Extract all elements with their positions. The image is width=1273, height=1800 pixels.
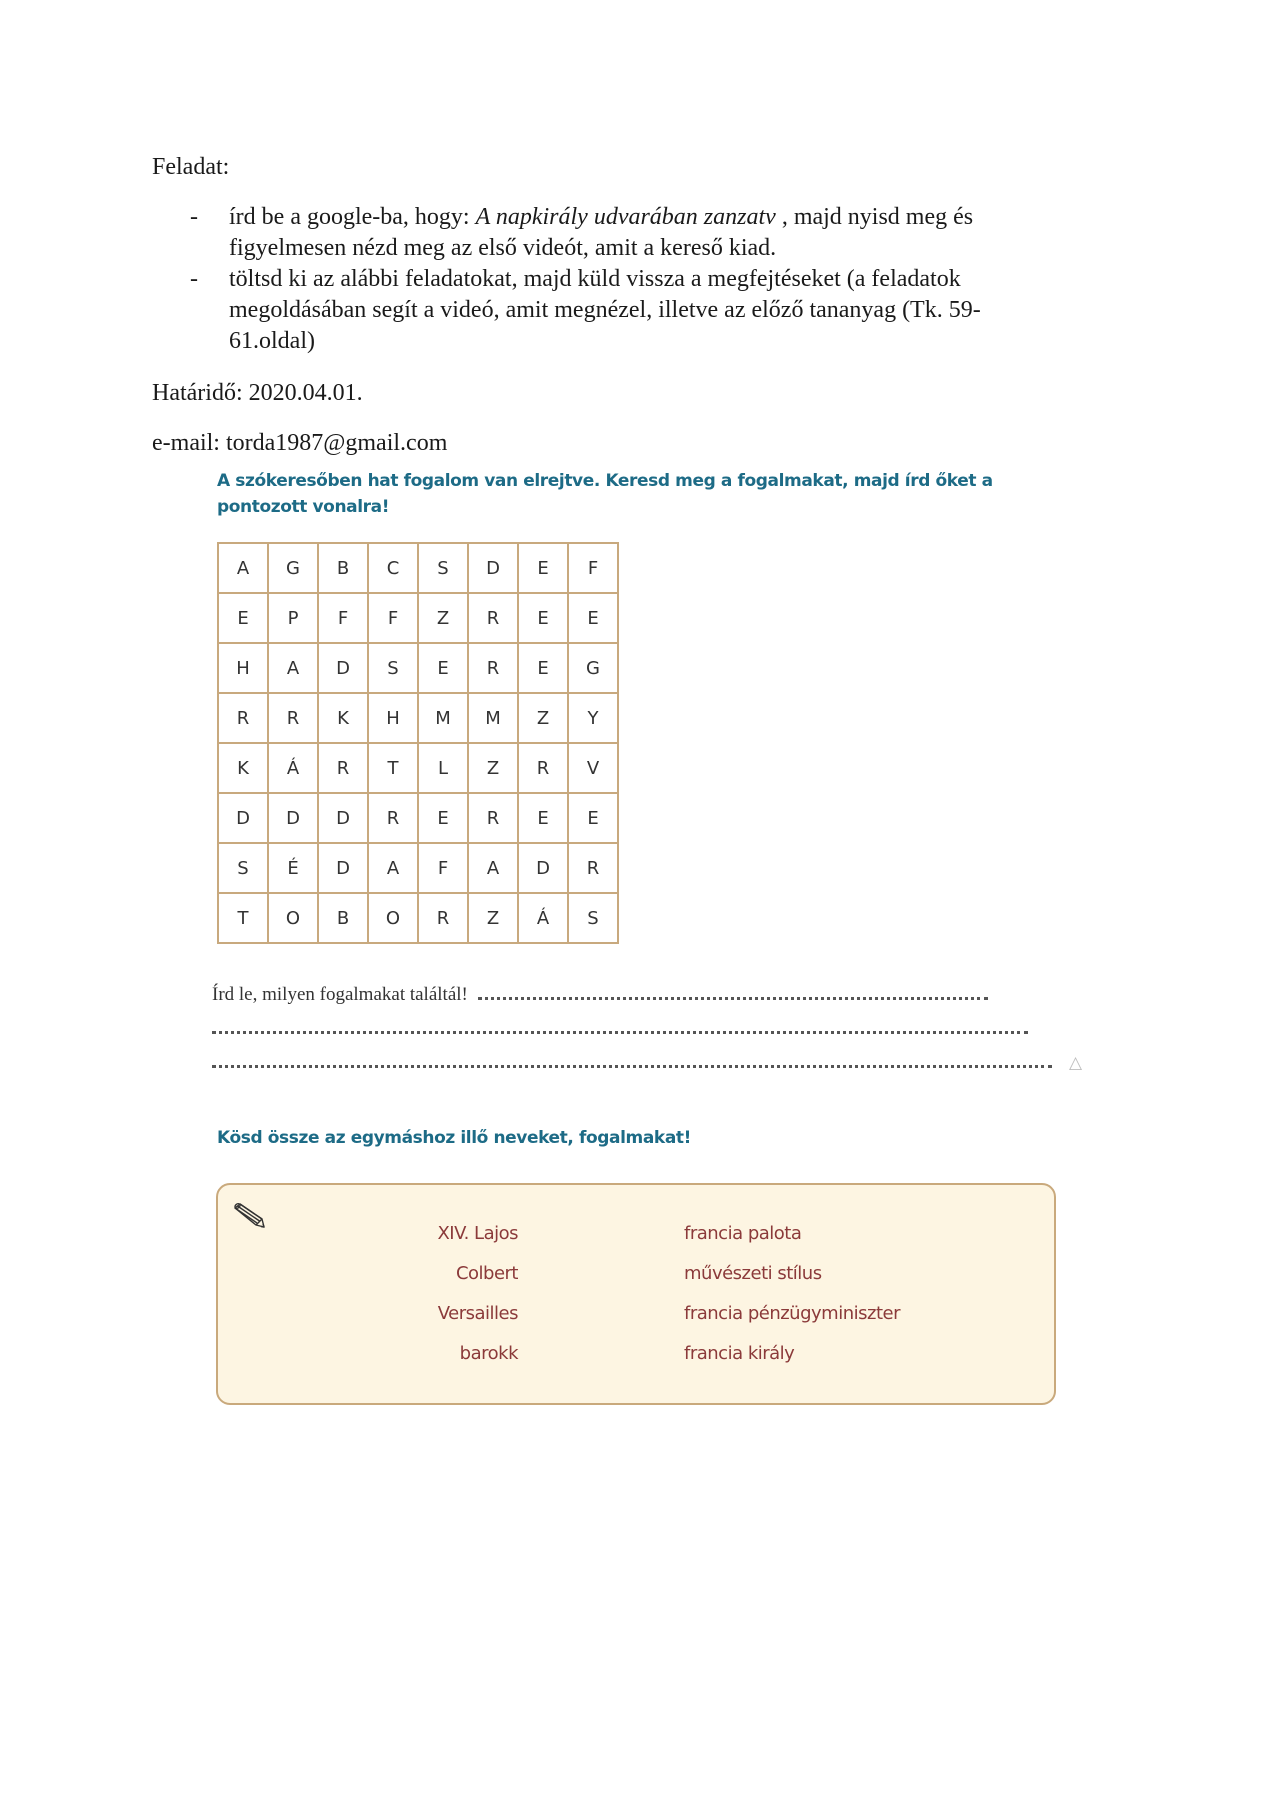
grid-cell[interactable]: Y [568,693,618,743]
grid-cell[interactable]: B [318,893,368,943]
answer-area [212,980,1112,1082]
matching-left-column [368,1220,518,1380]
grid-cell[interactable]: S [218,843,268,893]
grid-cell[interactable]: R [368,793,418,843]
grid-cell[interactable]: Z [418,593,468,643]
grid-cell[interactable]: S [568,893,618,943]
grid-cell[interactable]: H [218,643,268,693]
grid-cell[interactable]: E [568,793,618,843]
task-text-after: , majd nyisd meg és figyelmesen nézd meg az első videót, amit a kereső kiad. [229,204,974,261]
grid-cell[interactable]: O [368,893,418,943]
grid-cell[interactable]: M [468,693,518,743]
grid-cell[interactable]: D [218,793,268,843]
matching-instruction: Kösd össze az egymáshoz illő neveket, fogalmakat! [217,1128,691,1148]
grid-cell[interactable]: R [468,643,518,693]
grid-row [218,693,618,743]
grid-cell[interactable]: L [418,743,468,793]
dotted-line [212,1017,1028,1034]
grid-cell[interactable]: D [518,843,568,893]
grid-cell[interactable]: R [468,793,518,843]
grid-cell[interactable]: E [418,643,468,693]
answer-prompt: Írd le, milyen fogalmakat találtál! [212,984,468,1005]
match-right-item[interactable]: művészeti stílus [684,1263,822,1284]
task-text: töltsd ki az alábbi feladatokat, majd küld vissza a megfejtéseket (a feladatok megoldásában segít a videó, amit megnézel, illetve az előző tananyag (Tk. 59-61.oldal) [229,266,981,354]
grid-cell[interactable]: R [468,593,518,643]
grid-cell[interactable]: T [218,893,268,943]
answer-line[interactable] [212,1014,1112,1048]
match-right-item[interactable]: francia pénzügyminiszter [684,1303,900,1324]
grid-cell[interactable]: G [568,643,618,693]
matching-box [216,1183,1056,1405]
grid-cell[interactable]: T [368,743,418,793]
grid-cell[interactable]: R [418,893,468,943]
dotted-line [478,983,988,1000]
bullet-dash: - [190,266,198,292]
match-right-item[interactable]: francia király [684,1343,795,1364]
wordsearch-instruction: A szókeresőben hat fogalom van elrejtve. Keresd meg a fogalmakat, majd írd őket a pontozott vonalra! [217,471,993,517]
grid-cell[interactable]: E [218,593,268,643]
wordsearch-grid [217,542,619,944]
grid-cell[interactable]: R [518,743,568,793]
task-title: Feladat: [152,154,230,180]
grid-cell[interactable]: A [268,643,318,693]
grid-cell[interactable]: G [268,543,318,593]
search-query: A napkirály udvarában zanzatv [475,204,776,230]
grid-cell[interactable]: P [268,593,318,643]
pencil-icon [232,1201,268,1231]
email-address: e-mail: torda1987@gmail.com [152,430,448,456]
grid-cell[interactable]: F [418,843,468,893]
grid-row [218,793,618,843]
grid-cell[interactable]: E [518,643,568,693]
triangle-icon: △ [1069,1053,1083,1073]
grid-cell[interactable]: D [468,543,518,593]
grid-cell[interactable]: F [368,593,418,643]
grid-cell[interactable]: Z [518,693,568,743]
grid-cell[interactable]: S [368,643,418,693]
grid-cell[interactable]: A [368,843,418,893]
grid-row [218,543,618,593]
grid-cell[interactable]: F [568,543,618,593]
grid-cell[interactable]: K [218,743,268,793]
grid-row [218,643,618,693]
grid-cell[interactable]: E [518,793,568,843]
grid-cell[interactable]: S [418,543,468,593]
deadline: Határidő: 2020.04.01. [152,380,363,406]
grid-cell[interactable]: D [318,643,368,693]
task-item [152,264,1052,357]
grid-cell[interactable]: K [318,693,368,743]
grid-cell[interactable]: Z [468,743,518,793]
grid-row [218,843,618,893]
grid-cell[interactable]: E [418,793,468,843]
match-left-item[interactable]: barokk [459,1343,518,1364]
grid-cell[interactable]: R [568,843,618,893]
grid-row [218,743,618,793]
match-right-item[interactable]: francia palota [684,1223,802,1244]
answer-line[interactable] [212,980,1112,1014]
grid-cell[interactable]: Á [518,893,568,943]
grid-cell[interactable]: E [518,543,568,593]
bullet-dash: - [190,204,198,230]
dotted-line [212,1051,1052,1068]
match-left-item[interactable]: Colbert [455,1263,518,1284]
matching-right-column [684,1220,1024,1380]
grid-cell[interactable]: O [268,893,318,943]
grid-cell[interactable]: R [268,693,318,743]
task-list [152,202,1052,357]
grid-cell[interactable]: A [468,843,518,893]
grid-row [218,593,618,643]
grid-row [218,893,618,943]
grid-cell[interactable]: D [318,843,368,893]
match-left-item[interactable]: XIV. Lajos [437,1223,518,1244]
answer-line[interactable] [212,1048,1112,1082]
grid-cell[interactable]: H [368,693,418,743]
grid-cell[interactable]: A [218,543,268,593]
grid-cell[interactable]: Z [468,893,518,943]
grid-cell[interactable]: V [568,743,618,793]
grid-cell[interactable]: D [318,793,368,843]
grid-cell[interactable]: É [268,843,318,893]
match-left-item[interactable]: Versailles [437,1303,518,1324]
grid-cell[interactable]: D [268,793,318,843]
task-text-before: írd be a google-ba, hogy: [229,204,476,230]
grid-cell[interactable]: C [368,543,418,593]
grid-cell[interactable]: E [568,593,618,643]
grid-cell[interactable]: M [418,693,468,743]
task-item [152,202,1052,264]
grid-cell[interactable]: B [318,543,368,593]
grid-cell[interactable]: R [318,743,368,793]
grid-cell[interactable]: Á [268,743,318,793]
grid-cell[interactable]: F [318,593,368,643]
grid-cell[interactable]: R [218,693,268,743]
grid-cell[interactable]: E [518,593,568,643]
